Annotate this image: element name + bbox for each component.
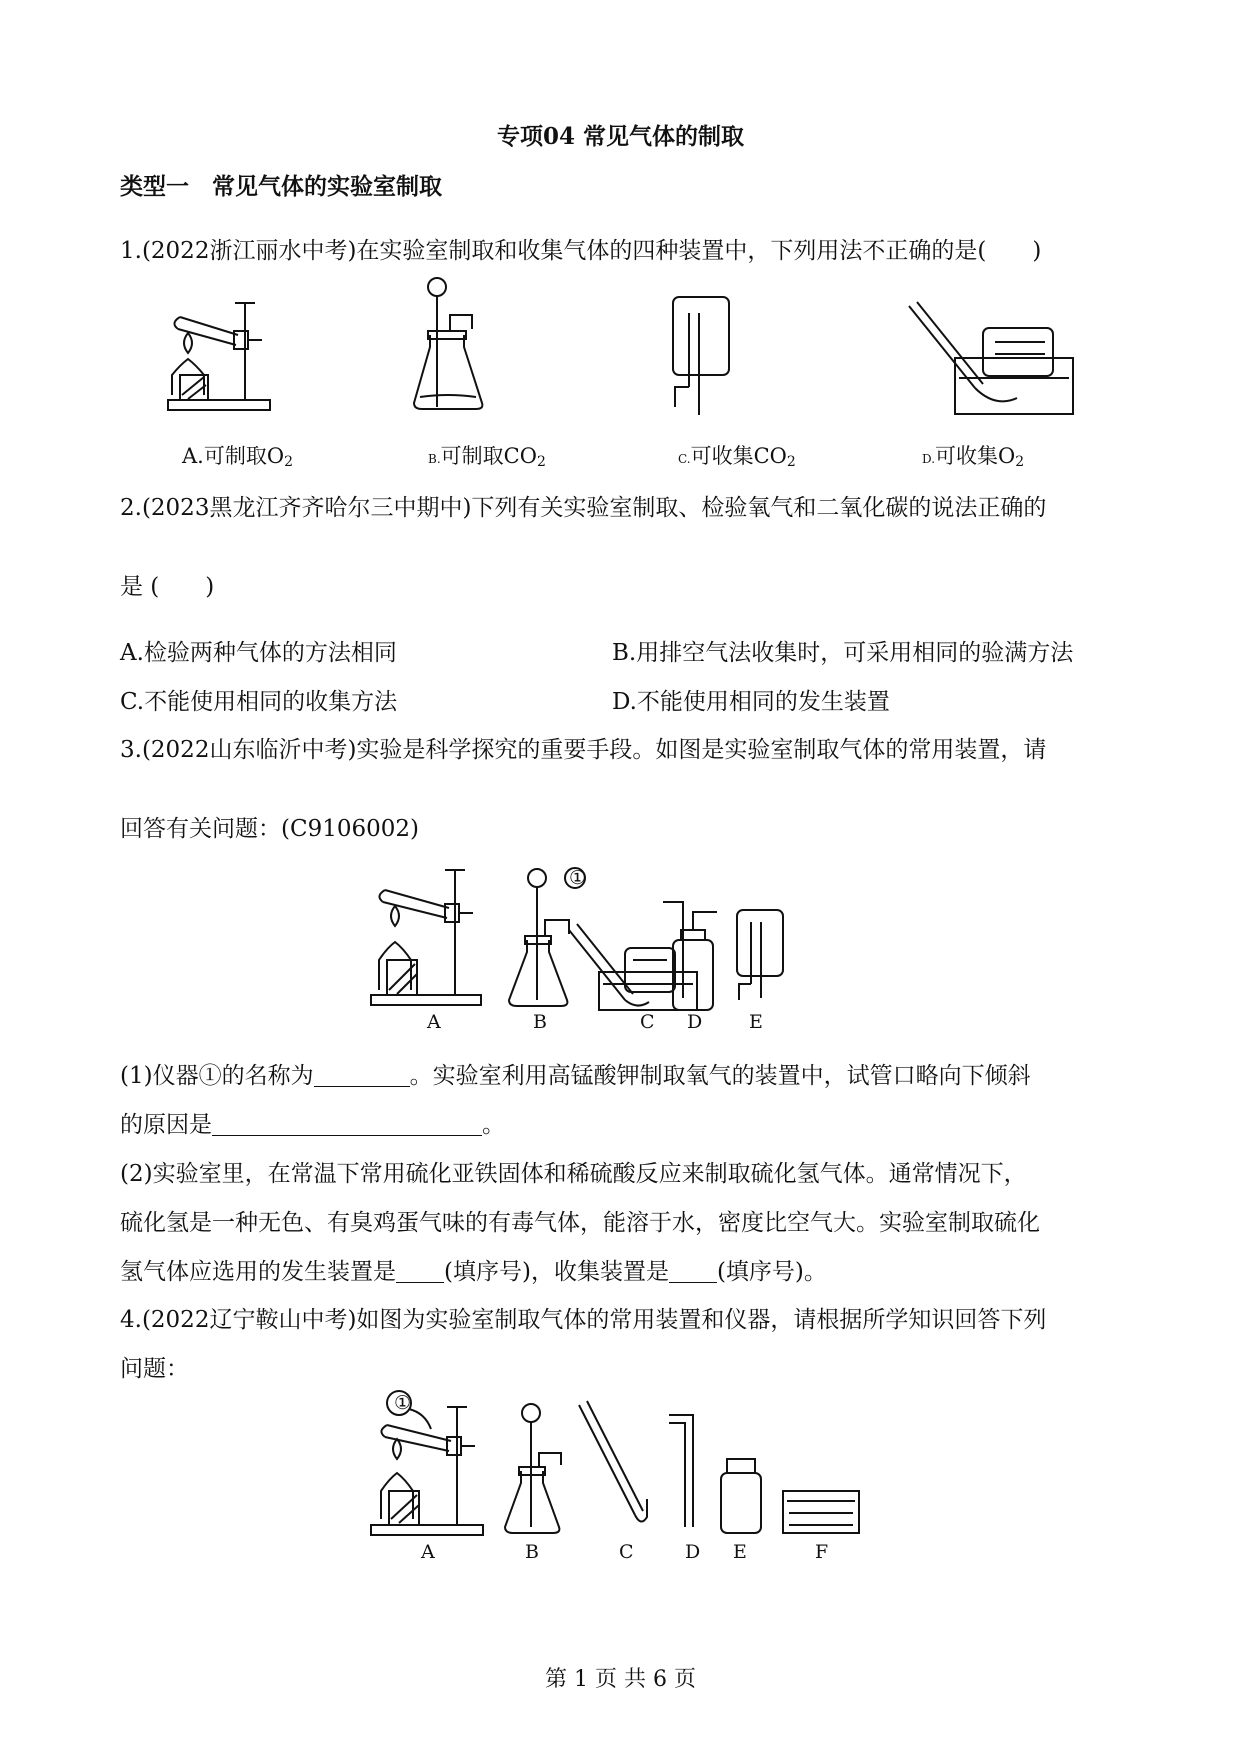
q3-label-c: C: [640, 1011, 655, 1033]
q4-apparatus-a: [371, 1391, 483, 1535]
q3-apparatus-d: [663, 902, 717, 1010]
q2-option-d: D.不能使用相同的发生装置: [612, 689, 890, 715]
q3-marker: ①: [569, 867, 587, 889]
answer-blank[interactable]: [314, 1064, 410, 1087]
q4-apparatus-c: [579, 1401, 647, 1522]
q1-apparatus-b: [410, 275, 500, 415]
q3-part1-line2: 的原因是 。: [120, 1112, 505, 1138]
section-heading: 类型一 常见气体的实验室制取: [120, 173, 442, 200]
answer-blank[interactable]: [396, 1260, 444, 1283]
q3-stem-line2: 回答有关问题：(C9106002): [120, 816, 419, 842]
q4-apparatus-figure: [365, 1387, 875, 1567]
q4-label-d: D: [685, 1541, 701, 1563]
q3-apparatus-c: [569, 924, 697, 1010]
q2-option-c: C.不能使用相同的收集方法: [120, 689, 398, 715]
q2-option-a: A.检验两种气体的方法相同: [120, 640, 397, 666]
q2-option-b: B.用排空气法收集时，可采用相同的验满方法: [612, 640, 1074, 666]
q4-marker: ①: [394, 1392, 412, 1414]
q3-apparatus-figure: [365, 860, 865, 1035]
q4-label-c: C: [619, 1541, 634, 1563]
q3-part1-line1: (1)仪器①的名称为 。实验室利用高锰酸钾制取氧气的装置中，试管口略向下倾斜: [120, 1063, 1031, 1089]
q4-label-b: B: [525, 1541, 539, 1563]
q3-label-d: D: [687, 1011, 703, 1033]
q2-stem-line2: 是 ( ): [120, 574, 215, 600]
q4-stem-line1: 4.(2022辽宁鞍山中考)如图为实验室制取气体的常用装置和仪器，请根据所学知识回答下列: [120, 1307, 1047, 1333]
q1-apparatus-d: [905, 298, 1075, 418]
q4-label-f: F: [815, 1541, 829, 1563]
q1-stem: 1.(2022浙江丽水中考)在实验室制取和收集气体的四种装置中，下列用法不正确的是( ): [120, 238, 1042, 264]
q4-apparatus-f: [783, 1491, 859, 1533]
q3-label-a: A: [427, 1011, 441, 1033]
page-title: 专项04 常见气体的制取: [496, 123, 744, 150]
q3-apparatus-a: [371, 870, 481, 1005]
q4-apparatus-d: [669, 1415, 693, 1527]
q4-stem-line2: 问题：: [120, 1356, 189, 1382]
q3-part2-line2: 硫化氢是一种无色、有臭鸡蛋气味的有毒气体，能溶于水，密度比空气大。实验室制取硫化: [120, 1210, 1040, 1236]
q1-caption-b: B.可制取$CO_2$: [428, 444, 546, 470]
q4-label-a: A: [421, 1541, 435, 1563]
q3-label-b: B: [533, 1011, 547, 1033]
answer-blank[interactable]: [212, 1113, 482, 1136]
q4-apparatus-b: [505, 1404, 561, 1533]
q3-apparatus-e: [737, 910, 783, 1000]
q4-label-e: E: [733, 1541, 747, 1563]
q1-apparatus-c: [665, 295, 775, 415]
answer-blank[interactable]: [669, 1260, 717, 1283]
page-footer: 第 1 页 共 6 页: [545, 1667, 696, 1692]
q1-caption-c: C.可收集$CO_2$: [678, 444, 796, 470]
q3-part2-line1: (2)实验室里，在常温下常用硫化亚铁固体和稀硫酸反应来制取硫化氢气体。通常情况下，: [120, 1161, 1027, 1187]
q3-label-e: E: [749, 1011, 763, 1033]
q1-apparatus-a: [160, 295, 280, 415]
q1-caption-a: A.可制取$O_2$: [182, 444, 293, 470]
q3-part2-line3: 氢气体应选用的发生装置是 (填序号)，收集装置是 (填序号)。: [120, 1259, 827, 1285]
q4-apparatus-e: [721, 1459, 761, 1533]
q2-stem-line1: 2.(2023黑龙江齐齐哈尔三中期中)下列有关实验室制取、检验氧气和二氧化碳的说法正确的: [120, 495, 1047, 521]
q1-caption-d: D.可收集$O_2$: [922, 444, 1025, 470]
q3-stem-line1: 3.(2022山东临沂中考)实验是科学探究的重要手段。如图是实验室制取气体的常用装置，请: [120, 737, 1047, 763]
